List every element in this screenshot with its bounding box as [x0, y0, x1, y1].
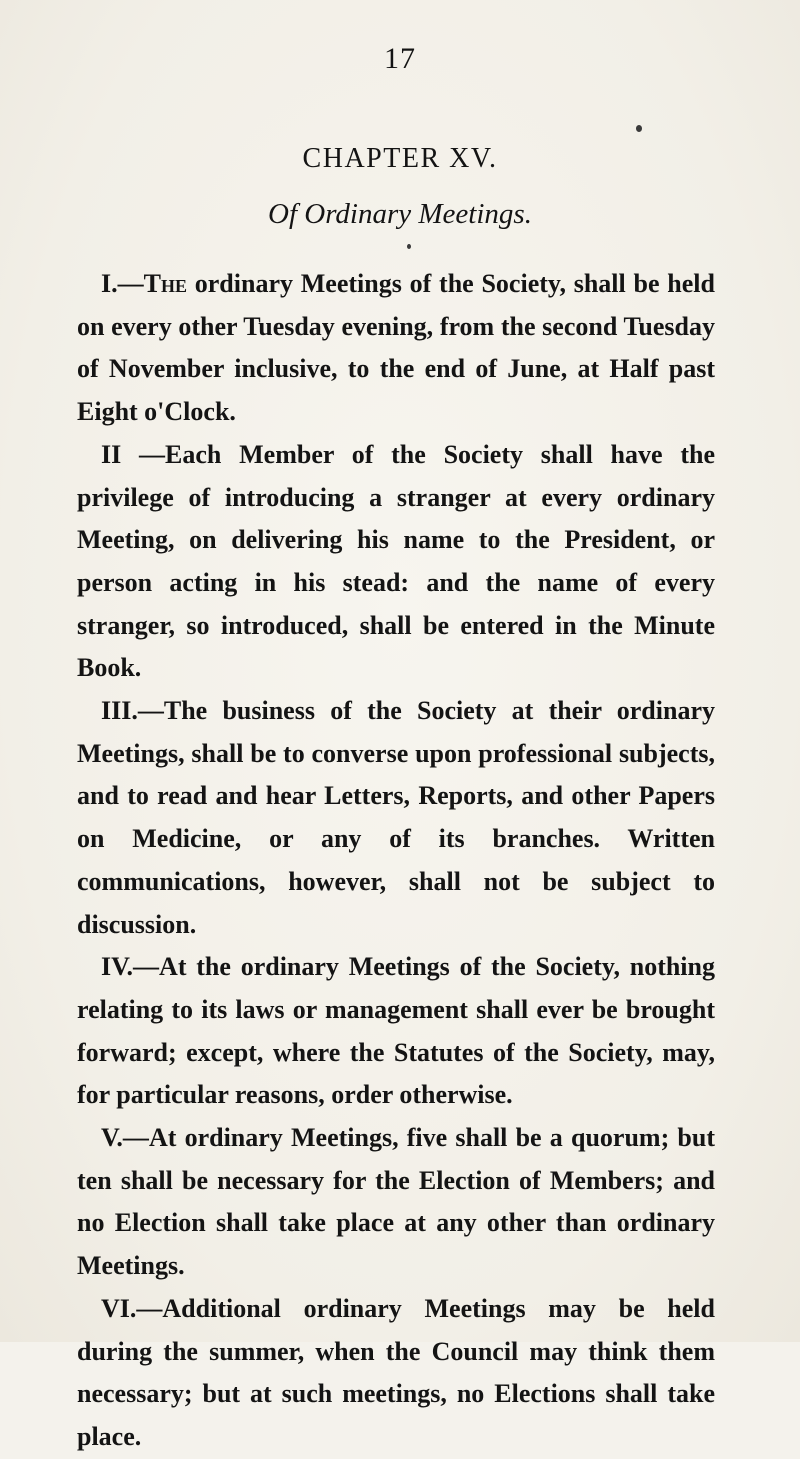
section-title: Of Ordinary Meetings.: [268, 198, 532, 230]
ink-speck: [407, 244, 411, 249]
paragraph-2: [77, 434, 715, 690]
paragraph-text: Additional ordinary Meetings may be held during the summer, when the Council may think them necessary; but at such meetings, no Elections shall take place.: [77, 1293, 715, 1451]
paragraph-4: [77, 946, 715, 1117]
paragraph-numeral: V.—: [101, 1123, 149, 1153]
chapter-title: CHAPTER XV.: [302, 143, 498, 174]
paragraph-1: [77, 263, 715, 434]
paragraph-5: [77, 1117, 715, 1288]
paragraph-text: ordinary Meetings of the Society, shall be held on every other Tuesday evening, from the second Tuesday of November inclusive, to the end of June, at Half past Eight o'Clock.: [77, 269, 715, 427]
paragraph-numeral: III.—: [101, 696, 164, 726]
paragraph-text: Each Member of the Society shall have the privilege of introducing a stranger at every ordinary Meeting, on delivering his name to the President, or person acting in his stead: and the name of every stranger, so introduced, shall be entered in the Minute Book.: [77, 439, 715, 683]
body-text: [77, 263, 715, 1459]
paragraph-numeral: II —: [101, 439, 166, 469]
paragraph-text: At the ordinary Meetings of the Society, nothing relating to its laws or management shall ever be brought forward; except, where the Statutes of the Society, may, for particular reasons, order otherwise.: [77, 952, 715, 1110]
paragraph-6: [77, 1288, 715, 1459]
paragraph-numeral: IV.—: [101, 952, 160, 982]
paragraph-numeral: I.—: [101, 269, 144, 298]
paragraph-3: [77, 690, 715, 946]
paragraph-numeral: VI.—: [101, 1293, 163, 1323]
paragraph-lead-word: The: [143, 269, 187, 298]
ink-speck: [636, 125, 642, 132]
paragraph-text: The business of the Society at their ordinary Meetings, shall be to converse upon professional subjects, and to read and hear Letters, Reports, and other Papers on Medicine, or any of its branches. Written communications, however, shall not be subject to discussion.: [77, 696, 715, 939]
page-number: 17: [384, 42, 416, 75]
paragraph-text: At ordinary Meetings, five shall be a quorum; but ten shall be necessary for the Election of Members; and no Election shall take place at any other than ordinary Meetings.: [77, 1123, 715, 1281]
